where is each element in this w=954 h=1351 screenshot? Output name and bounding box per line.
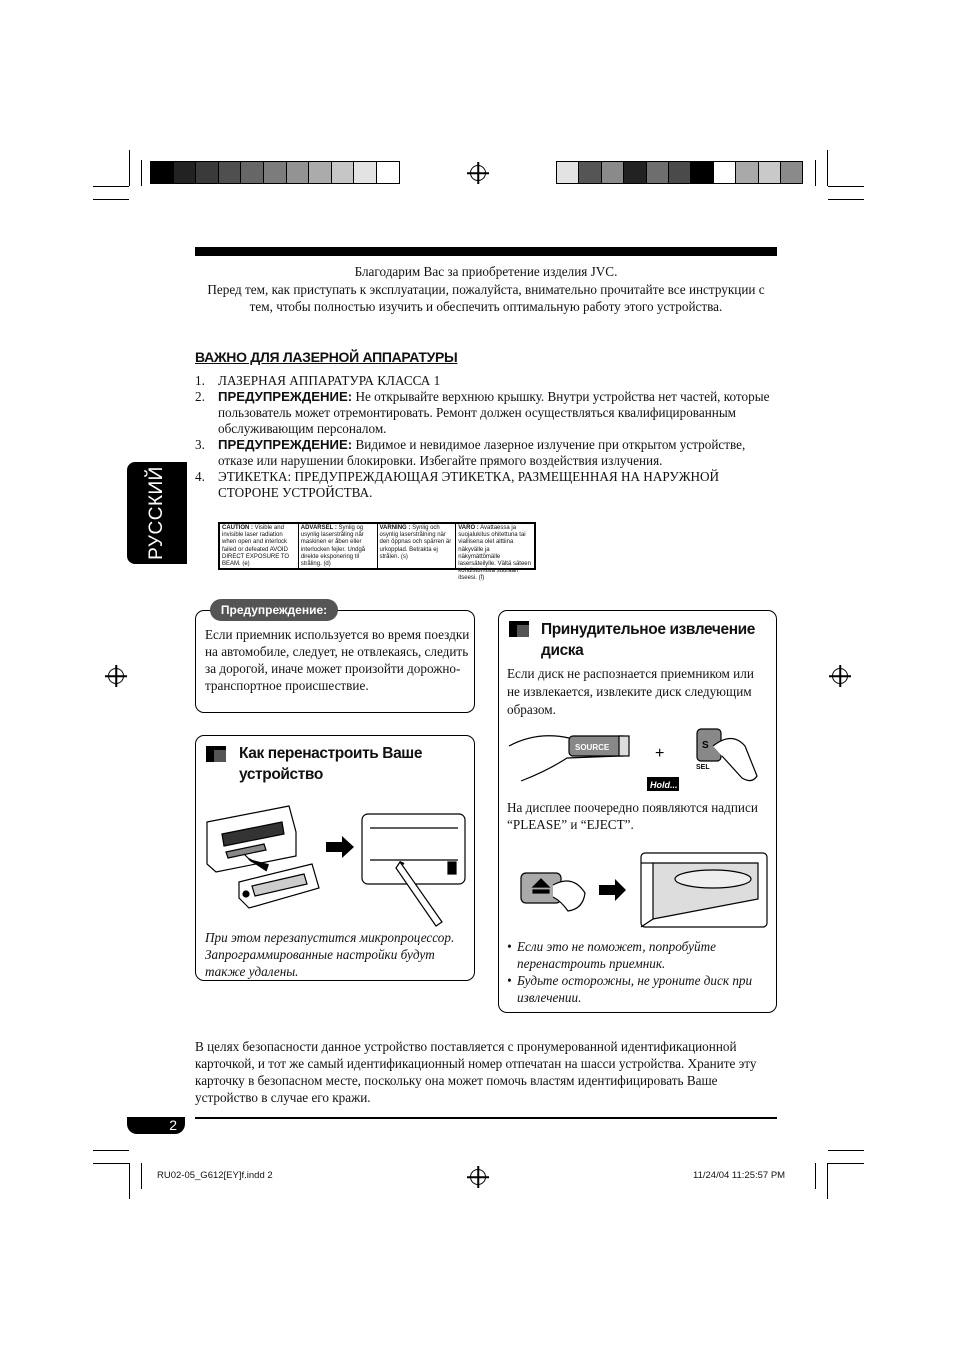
- crop-mark: [93, 186, 129, 187]
- eject-box: [498, 610, 777, 1013]
- crop-mark: [129, 150, 130, 186]
- faceplate-removed-unit: [207, 806, 319, 908]
- crop-mark: [93, 1163, 129, 1164]
- registration-mark-icon: [470, 165, 486, 181]
- warning-label: ПРЕДУПРЕЖДЕНИЕ:: [218, 389, 353, 404]
- reset-title: Как перенастроить Ваше устройство: [239, 745, 423, 783]
- registration-mark-icon: [832, 668, 848, 684]
- label-cell: VARO : Avattaessa ja suojalukitus ohitettuna tai viallisena olet alttiina näkyvälle ja näkymättömälle lasersäteilylle. Vältä säteen kohdistumista suoraan itseesi. (f): [458, 525, 531, 582]
- eject-text-2: На дисплее поочередно появляются надписи “PLEASE” и “EJECT”.: [507, 800, 758, 832]
- list-number: 1.: [195, 373, 205, 388]
- laser-heading: ВАЖНО ДЛЯ ЛАЗЕРНОЙ АППАРАТУРЫ: [195, 349, 458, 365]
- list-item: • Будьте осторожны, не уроните диск при извлечении.: [507, 973, 753, 1005]
- svg-text:SOURCE: SOURCE: [575, 743, 610, 752]
- crop-mark: [141, 1163, 142, 1189]
- crop-mark: [93, 1150, 129, 1151]
- color-swatch: [758, 161, 781, 184]
- reset-box: [195, 735, 475, 981]
- color-swatch: [353, 161, 377, 184]
- svg-text:+: +: [655, 745, 665, 762]
- list-text: ЭТИКЕТКА: ПРЕДУПРЕЖДАЮЩАЯ ЭТИКЕТКА, РАЗМЕЩЕННАЯ НА НАРУЖНОЙ СТОРОНЕ УСТРОЙСТВА.: [218, 469, 720, 500]
- intro-line-2: Перед тем, как приступать к эксплуатации, пожалуйста, внимательно прочитайте все инструкции с тем, чтобы полностью изучить и обеспечить оптимальную работу этого устройства.: [207, 281, 765, 314]
- reset-unit: [362, 814, 465, 926]
- section-icon: [206, 746, 226, 762]
- arrow-icon: [599, 879, 626, 901]
- language-tab-label: РУССКИЙ: [146, 466, 167, 560]
- crop-mark: [141, 160, 142, 186]
- color-swatch: [690, 161, 713, 184]
- bottom-paragraph: В целях безопасности данное устройство поставляется с пронумерованной идентификационной карточкой, и тот же самый идентификационный номер отпечатан на шасси устройства. Храните эту карточку в безопасном месте, поскольку она может помочь властям идентифицировать Ваше устройство в случае его кражи.: [195, 1039, 757, 1105]
- svg-text:SEL: SEL: [696, 764, 710, 771]
- arrow-icon: [326, 836, 354, 858]
- caution-text: Если приемник используется во время поездки на автомобиле, следует, не отвлекаясь, следить за дорогой, иначе может произойти дорожно-транспортное происшествие.: [205, 627, 470, 693]
- laser-warning-label: [218, 522, 536, 582]
- warning-label: ПРЕДУПРЕЖДЕНИЕ:: [218, 437, 353, 452]
- list-number: 4.: [195, 469, 205, 484]
- list-item: [195, 437, 770, 469]
- caution-pill: Предупреждение:: [210, 599, 338, 621]
- list-text: Видимое и невидимое лазерное излучение при открытом устройстве, отказе или нарушении блокировки. Избегайте прямого воздействия излучения.: [218, 437, 746, 468]
- intro-text: [195, 263, 777, 316]
- color-swatch: [735, 161, 758, 184]
- color-swatch: [646, 161, 669, 184]
- color-swatch: [195, 161, 219, 184]
- color-swatch: [578, 161, 601, 184]
- reset-illustration: [204, 804, 469, 929]
- color-swatch: [286, 161, 310, 184]
- list-item: [195, 389, 770, 437]
- list-item: [195, 373, 770, 389]
- crop-mark: [828, 186, 864, 187]
- color-swatch: [218, 161, 242, 184]
- eject-text-1: Если диск не распознается приемником или не извлекается, извлеките диск следующим образом.: [507, 666, 754, 717]
- label-cell: ADVARSEL : Synlig og usynlig laserstråling når maskinen er åben eller interlocken fejler. Undgå direkte eksponering til stråling. (d): [299, 524, 378, 568]
- hold-illustration: [507, 726, 769, 801]
- crop-mark: [93, 199, 129, 200]
- list-item: [195, 469, 770, 501]
- eject-title: Принудительное извлечение диска: [541, 621, 756, 659]
- slug-date: 11/24/04 11:25:57 PM: [693, 1170, 786, 1181]
- crop-mark: [827, 150, 828, 186]
- color-swatch: [623, 161, 646, 184]
- caution-box: [195, 610, 475, 713]
- registration-mark-icon: [470, 1169, 486, 1185]
- crop-mark: [827, 1163, 828, 1199]
- color-swatch: [263, 161, 287, 184]
- list-number: 3.: [195, 437, 205, 452]
- color-swatch: [780, 161, 803, 184]
- color-swatch: [150, 161, 174, 184]
- color-swatch: [173, 161, 197, 184]
- header-rule: [195, 247, 777, 256]
- color-swatch: [308, 161, 332, 184]
- color-swatch: [240, 161, 264, 184]
- finger-press: [553, 881, 585, 911]
- eject-illustration: [513, 849, 771, 931]
- color-swatch: [713, 161, 736, 184]
- eject-bullets: [507, 938, 773, 1006]
- color-swatch: [668, 161, 691, 184]
- footer-rule: [195, 1117, 777, 1119]
- label-cell: VARNING : Synlig och osynlig laserstrålning när den öppnas och spärren är urkopplad. Betrakta ej strålen. (s): [378, 524, 457, 568]
- svg-text:S: S: [702, 740, 709, 751]
- intro-line-1: Благодарим Вас за приобретение изделия JVC.: [354, 264, 618, 279]
- color-swatch: [376, 161, 400, 184]
- crop-mark: [828, 199, 864, 200]
- list-number: 2.: [195, 389, 205, 404]
- crop-mark: [828, 1163, 864, 1164]
- list-text: Не открывайте верхнюю крышку. Внутри устройства нет частей, которые пользователь может отремонтировать. Ремонт должен осуществляться квалифицированным обслуживающим персоналом.: [218, 389, 770, 436]
- color-swatch: [331, 161, 355, 184]
- page-number: 2: [127, 1117, 185, 1134]
- label-cell: CAUTION : Visible and invisible laser radiation when open and interlock failed or defeated AVOID DIRECT EXPOSURE TO BEAM. (e): [220, 524, 299, 568]
- reset-note: При этом перезапустится микропроцессор. Запрограммированные настройки будут также удалены.: [205, 930, 455, 979]
- section-icon: [509, 621, 529, 637]
- list-item: • Если это не поможет, попробуйте перенастроить приемник.: [507, 939, 716, 971]
- color-swatch: [556, 161, 579, 184]
- language-tab: [127, 462, 187, 564]
- crop-mark: [815, 1163, 816, 1189]
- svg-text:Hold...: Hold...: [650, 780, 678, 790]
- crop-mark: [815, 160, 816, 186]
- list-text: ЛАЗЕРНАЯ АППАРАТУРА КЛАССА 1: [218, 373, 441, 388]
- laser-list: [195, 373, 770, 501]
- registration-mark-icon: [108, 668, 124, 684]
- crop-mark: [129, 1163, 130, 1199]
- slug-file: RU02-05_G612[EY]f.indd 2: [157, 1170, 273, 1181]
- crop-mark: [828, 1150, 864, 1151]
- color-swatch: [601, 161, 624, 184]
